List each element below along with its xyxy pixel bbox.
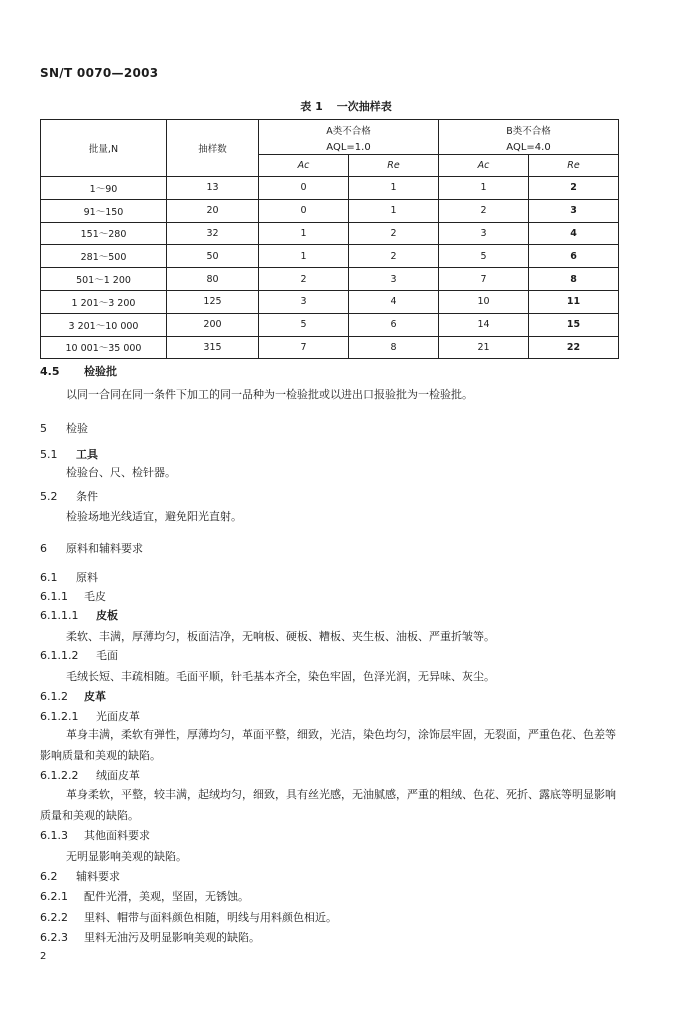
cell-sample: 315 — [167, 336, 259, 359]
cell-b-re: 22 — [529, 336, 619, 359]
table-row — [41, 245, 619, 268]
section-5-1-text: 检验台、尺、检针器。 — [66, 466, 176, 479]
cell-b-re: 15 — [529, 313, 619, 336]
section-6-1-1-2-text: 毛绒长短、丰疏相随。毛面平顺，针毛基本齐全，染色牢固，色泽光润，无异味、灰尘。 — [66, 670, 495, 683]
section-6-1-2-1-text: 革身丰满，柔软有弹性，厚薄均匀，革面平整，细致，光洁，染色均匀，涂饰层牢固，无裂面，严重色花、色差等影响质量和美观的缺陷。 — [40, 728, 616, 762]
cell-a-ac: 0 — [259, 199, 349, 222]
table-caption — [0, 98, 692, 114]
section-5-1-heading: 5.1 工具 — [40, 448, 98, 461]
section-6-2-3: 6.2.3 里料无油污及明显影响美观的缺陷。 — [40, 931, 260, 944]
page-number: 2 — [40, 951, 47, 962]
table-row — [41, 177, 619, 200]
cell-sample: 20 — [167, 199, 259, 222]
cell-batch: 1 201～3 200 — [41, 290, 167, 313]
cell-b-ac: 5 — [439, 245, 529, 268]
section-6-1-2-1-heading: 6.1.2.1 光面皮革 — [40, 710, 140, 723]
cell-a-ac: 1 — [259, 245, 349, 268]
section-6-1-2-heading: 6.1.2 皮革 — [40, 690, 106, 703]
col-header-b-re: Re — [529, 155, 619, 177]
table-row — [41, 199, 619, 222]
cell-sample: 125 — [167, 290, 259, 313]
cell-a-re: 6 — [349, 313, 439, 336]
cell-a-ac: 5 — [259, 313, 349, 336]
cell-a-ac: 3 — [259, 290, 349, 313]
section-6-1-3-heading: 6.1.3 其他面料要求 — [40, 829, 150, 842]
section-6-1-1-2-heading: 6.1.1.2 毛面 — [40, 649, 118, 662]
cell-batch: 3 201～10 000 — [41, 313, 167, 336]
group-b-header: B类不合格 — [439, 120, 619, 141]
cell-a-re: 8 — [349, 336, 439, 359]
cell-sample: 13 — [167, 177, 259, 200]
section-4-5-heading: 4.5 检验批 — [40, 365, 117, 378]
cell-a-ac: 1 — [259, 222, 349, 245]
col-header-batch: 批量,N — [41, 120, 167, 177]
cell-b-ac: 7 — [439, 268, 529, 291]
cell-a-ac: 7 — [259, 336, 349, 359]
section-6-1-1-1-heading: 6.1.1.1 皮板 — [40, 609, 118, 622]
cell-a-re: 2 — [349, 245, 439, 268]
cell-a-re: 2 — [349, 222, 439, 245]
section-5-2-text: 检验场地光线适宜，避免阳光直射。 — [66, 510, 242, 523]
table-row — [41, 222, 619, 245]
col-header-sample: 抽样数 — [167, 120, 259, 177]
table-number: 表 1 — [300, 100, 323, 113]
cell-a-ac: 2 — [259, 268, 349, 291]
cell-a-re: 1 — [349, 177, 439, 200]
cell-b-ac: 1 — [439, 177, 529, 200]
table-row — [41, 336, 619, 359]
group-b-aql: AQL=4.0 — [439, 140, 619, 155]
col-header-a-ac: Ac — [259, 155, 349, 177]
section-6-2-2: 6.2.2 里料、帽带与面料颜色相随，明线与用料颜色相近。 — [40, 911, 337, 924]
cell-b-ac: 21 — [439, 336, 529, 359]
section-5-heading: 5 检验 — [40, 422, 88, 435]
table-title: 一次抽样表 — [336, 100, 392, 113]
cell-sample: 200 — [167, 313, 259, 336]
table-row — [41, 313, 619, 336]
cell-sample: 32 — [167, 222, 259, 245]
cell-b-re: 2 — [529, 177, 619, 200]
cell-b-ac: 2 — [439, 199, 529, 222]
cell-a-re: 1 — [349, 199, 439, 222]
table-row — [41, 268, 619, 291]
group-a-header: A类不合格 — [259, 120, 439, 141]
cell-batch: 10 001～35 000 — [41, 336, 167, 359]
cell-b-ac: 10 — [439, 290, 529, 313]
cell-a-re: 3 — [349, 268, 439, 291]
sampling-table — [40, 119, 619, 359]
cell-batch: 501～1 200 — [41, 268, 167, 291]
cell-sample: 50 — [167, 245, 259, 268]
cell-b-ac: 3 — [439, 222, 529, 245]
section-6-1-1-1-text: 柔软、丰满，厚薄均匀，板面洁净，无响板、硬板、糟板、夹生板、油板、严重折皱等。 — [66, 630, 495, 643]
cell-batch: 281～500 — [41, 245, 167, 268]
cell-b-re: 11 — [529, 290, 619, 313]
cell-a-re: 4 — [349, 290, 439, 313]
section-6-2-1: 6.2.1 配件光滑，美观，坚固，无锈蚀。 — [40, 890, 249, 903]
section-6-1-3-text: 无明显影响美观的缺陷。 — [66, 850, 187, 863]
col-header-b-ac: Ac — [439, 155, 529, 177]
section-6-1-1-heading: 6.1.1 毛皮 — [40, 590, 106, 603]
document-code: SN/T 0070—2003 — [40, 66, 159, 80]
cell-sample: 80 — [167, 268, 259, 291]
cell-batch: 151～280 — [41, 222, 167, 245]
cell-a-ac: 0 — [259, 177, 349, 200]
cell-b-ac: 14 — [439, 313, 529, 336]
cell-b-re: 4 — [529, 222, 619, 245]
cell-b-re: 3 — [529, 199, 619, 222]
col-header-a-re: Re — [349, 155, 439, 177]
section-5-2-heading: 5.2 条件 — [40, 490, 98, 503]
section-6-heading: 6 原料和辅料要求 — [40, 542, 143, 555]
section-6-1-heading: 6.1 原料 — [40, 571, 98, 584]
cell-batch: 91～150 — [41, 199, 167, 222]
section-6-2-heading: 6.2 辅料要求 — [40, 870, 120, 883]
cell-b-re: 8 — [529, 268, 619, 291]
section-6-1-2-2-heading: 6.1.2.2 绒面皮革 — [40, 769, 140, 782]
cell-b-re: 6 — [529, 245, 619, 268]
section-4-5-text: 以同一合同在同一条件下加工的同一品种为一检验批或以进出口报验批为一检验批。 — [66, 388, 473, 401]
cell-batch: 1～90 — [41, 177, 167, 200]
section-6-1-2-2-text: 革身柔软，平整，较丰满，起绒均匀，细致，具有丝光感，无油腻感，严重的粗绒、色花、死折、露底等明显影响质量和美观的缺陷。 — [40, 788, 616, 822]
group-a-aql: AQL=1.0 — [259, 140, 439, 155]
table-row — [41, 290, 619, 313]
